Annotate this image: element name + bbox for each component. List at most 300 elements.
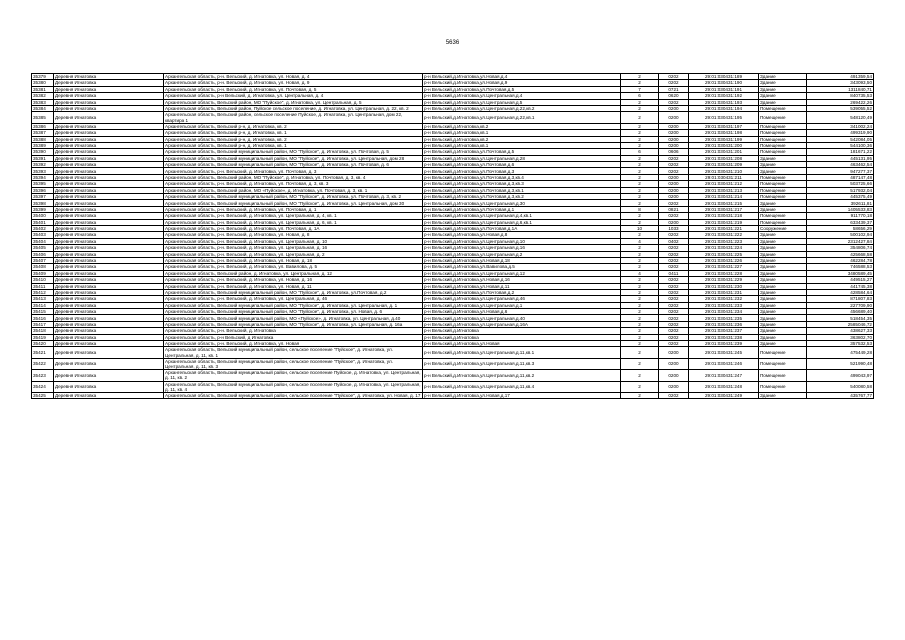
settlement-name-cell: Деревня Игнатовка xyxy=(54,149,164,155)
cadastral-value-cell: 871807,83 xyxy=(807,296,874,302)
short-address-cell: р-н Вельский,д.Игнатовка,ул.Вавилова,д.5 xyxy=(423,264,621,270)
full-address-cell: Архангельская область, Вельский муниципальный район, МО «Пуйское», д. Игнатовка, ул. Центральная, д.40 xyxy=(164,315,423,321)
group-code-cell: 6 xyxy=(621,149,659,155)
subgroup-code-cell: 0200 xyxy=(659,194,689,200)
cadastral-value-cell: 1405533,83 xyxy=(807,206,874,212)
short-address-cell: р-н Вельский,д.Игнатовка,ул.Центральная,д.16А xyxy=(423,321,621,327)
object-type-cell: Здание xyxy=(759,270,807,276)
short-address-cell: р-н Вельский,д.Игнатовка,кв.2 xyxy=(423,136,621,142)
full-address-cell: Архангельская область, р-н. Вельский, д. Игнатовка, ул. Вавилова, д. 5 xyxy=(164,264,423,270)
settlement-name-cell: Деревня Игнатовка xyxy=(54,334,164,340)
cadastral-value-cell: 463462,54 xyxy=(807,162,874,168)
row-number-cell: 35422 xyxy=(32,358,54,369)
object-type-cell: Здание xyxy=(759,296,807,302)
cadastral-number-cell: 29:01:030431:230 xyxy=(689,283,759,289)
cadastral-value-cell: 425668,58 xyxy=(807,251,874,257)
settlement-name-cell: Деревня Игнатовка xyxy=(54,309,164,315)
object-type-cell: Помещение xyxy=(759,136,807,142)
row-number-cell: 35391 xyxy=(32,155,54,161)
page-number: 5636 xyxy=(445,40,460,46)
row-number-cell: 35382 xyxy=(32,93,54,99)
group-code-cell: 4 xyxy=(621,238,659,244)
cadastral-number-cell: 29:01:030431:218 xyxy=(689,213,759,219)
full-address-cell: Архангельская область, Вельский район, МО "Пуйское", д. Игнатовка, ул. Почтовая, д. 3, кв. 4 xyxy=(164,174,423,180)
cadastral-number-cell: 29:01:030431:222 xyxy=(689,232,759,238)
cadastral-number-cell: 29:01:030431:224 xyxy=(689,245,759,251)
object-type-cell: Помещение xyxy=(759,370,807,381)
subgroup-code-cell: 0200 xyxy=(659,347,689,358)
settlement-name-cell: Деревня Игнатовка xyxy=(54,200,164,206)
cadastral-value-cell: 2312427,84 xyxy=(807,238,874,244)
settlement-name-cell: Деревня Игнатовка xyxy=(54,341,164,347)
object-type-cell: Здание xyxy=(759,264,807,270)
object-type-cell: Здание xyxy=(759,315,807,321)
cadastral-value-cell: 840735,53 xyxy=(807,93,874,99)
cadastral-value-cell: 517932,04 xyxy=(807,187,874,193)
short-address-cell: р-н Вельский,д.Игнатовка,ул.Новая,д.6 xyxy=(423,309,621,315)
cadastral-number-cell: 29:01:030431:247 xyxy=(689,370,759,381)
object-type-cell: Здание xyxy=(759,232,807,238)
settlement-name-cell: Деревня Игнатовка xyxy=(54,105,164,111)
subgroup-code-cell: 0202 xyxy=(659,328,689,334)
subgroup-code-cell: 0721 xyxy=(659,86,689,92)
group-code-cell: 2 xyxy=(621,341,659,347)
row-number-cell: 35420 xyxy=(32,341,54,347)
group-code-cell: 2 xyxy=(621,105,659,111)
group-code-cell: 2 xyxy=(621,264,659,270)
subgroup-code-cell: 0202 xyxy=(659,296,689,302)
group-code-cell: 2 xyxy=(621,315,659,321)
row-number-cell: 35402 xyxy=(32,226,54,232)
group-code-cell: 2 xyxy=(621,257,659,263)
subgroup-code-cell: 0620 xyxy=(659,93,689,99)
short-address-cell: р-н Вельский,д.Игнатовка,ул.Новая,д.11 xyxy=(423,283,621,289)
subgroup-code-cell: 0402 xyxy=(659,238,689,244)
table-row xyxy=(32,112,874,123)
group-code-cell: 2 xyxy=(621,393,659,399)
row-number-cell: 35407 xyxy=(32,257,54,263)
full-address-cell: Архангельская область, р-н. Вельский, д. Игнатовка xyxy=(164,328,423,334)
subgroup-code-cell: 0202 xyxy=(659,168,689,174)
settlement-name-cell: Деревня Игнатовка xyxy=(54,206,164,212)
cadastral-value-cell: 911770,18 xyxy=(807,213,874,219)
row-number-cell: 35404 xyxy=(32,238,54,244)
cadastral-value-cell: 354806,74 xyxy=(807,245,874,251)
cadastral-value-cell: 392611,81 xyxy=(807,200,874,206)
cadastral-value-cell: 445131,95 xyxy=(807,155,874,161)
object-type-cell: Здание xyxy=(759,328,807,334)
cadastral-number-cell: 29:01:030431:232 xyxy=(689,296,759,302)
row-number-cell: 35414 xyxy=(32,302,54,308)
cadastral-value-cell: 521990,48 xyxy=(807,358,874,369)
group-code-cell: 2 xyxy=(621,289,659,295)
full-address-cell: Архангельская область, р-н. Вельский, д. Игнатовка, ул. Новая, д. 11 xyxy=(164,283,423,289)
subgroup-code-cell: 0202 xyxy=(659,162,689,168)
cadastral-value-cell: 487147,48 xyxy=(807,174,874,180)
object-type-cell: Помещение xyxy=(759,219,807,225)
row-number-cell: 35401 xyxy=(32,219,54,225)
short-address-cell: р-н Вельский,д.Игнатовка,ул.Центральная,д.16 xyxy=(423,245,621,251)
short-address-cell: р-н Вельский,д.Игнатовка,ул.Почтовая,д.3,кв.1 xyxy=(423,187,621,193)
group-code-cell: 2 xyxy=(621,251,659,257)
cadastral-value-cell: 3480589,45 xyxy=(807,270,874,276)
short-address-cell: р-н Вельский,д.Игнатовка,ул.Центральная,д.28 xyxy=(423,155,621,161)
cadastral-number-cell: 29:01:030431:225 xyxy=(689,251,759,257)
object-type-cell: Помещение xyxy=(759,149,807,155)
cadastral-number-cell: 29:01:030431:201 xyxy=(689,149,759,155)
row-number-cell: 35394 xyxy=(32,174,54,180)
group-code-cell: 2 xyxy=(621,370,659,381)
group-code-cell: 2 xyxy=(621,358,659,369)
cadastral-value-cell: 435767,77 xyxy=(807,393,874,399)
group-code-cell: 2 xyxy=(621,194,659,200)
cadastral-number-cell: 29:01:030431:210 xyxy=(689,168,759,174)
row-number-cell: 35413 xyxy=(32,296,54,302)
object-type-cell: Сооружение xyxy=(759,226,807,232)
table-row xyxy=(32,393,874,399)
cadastral-value-cell: 518454,35 xyxy=(807,315,874,321)
row-number-cell: 35390 xyxy=(32,149,54,155)
cadastral-number-cell: 29:01:030431:233 xyxy=(689,302,759,308)
cadastral-number-cell: 29:01:030431:214 xyxy=(689,194,759,200)
short-address-cell: р-н Вельский,д.Игнатовка xyxy=(423,328,621,334)
full-address-cell: Архангельская область, р-н. Вельский, д. Игнатовка, ул. Новая, д. 4 xyxy=(164,74,423,80)
full-address-cell: Архангельская область, Вельский муниципальный район, МО "Пуйское", д. Игнатовка, ул. Почтовая, д. 3, кв. 2 xyxy=(164,194,423,200)
group-code-cell: 2 xyxy=(621,347,659,358)
cadastral-value-cell: 357532,53 xyxy=(807,341,874,347)
subgroup-code-cell: 0200 xyxy=(659,219,689,225)
subgroup-code-cell: 0202 xyxy=(659,393,689,399)
short-address-cell: р-н Вельский,д.Игнатовка,ул.Центральная,д.10 xyxy=(423,238,621,244)
row-number-cell: 35381 xyxy=(32,86,54,92)
subgroup-code-cell: 0202 xyxy=(659,80,689,86)
short-address-cell: р-н Вельский,д.Игнатовка,ул.Почтовая,д.1 xyxy=(423,206,621,212)
group-code-cell: 2 xyxy=(621,321,659,327)
cadastral-value-cell: 456689,40 xyxy=(807,309,874,315)
short-address-cell: р-н Вельский,д.Игнатовка,ул.Почтовая,д.3,кв.3 xyxy=(423,181,621,187)
cadastral-number-cell: 29:01:030431:209 xyxy=(689,162,759,168)
full-address-cell: Архангельская область, Вельский р-н, д. Игнатовка, кв. 1 xyxy=(164,142,423,148)
subgroup-code-cell: 0202 xyxy=(659,155,689,161)
subgroup-code-cell: 0202 xyxy=(659,334,689,340)
short-address-cell: р-н Вельский,д.Игнатовка,ул.Центральная,д.11,кв.2 xyxy=(423,370,621,381)
short-address-cell: р-н Вельский,д.Игнатовка,ул.Новая xyxy=(423,341,621,347)
full-address-cell: Архангельская область, р-н. Вельский, д. Игнатовка, ул. Новая, д. 16 xyxy=(164,277,423,283)
short-address-cell: р-н Вельский,д.Игнатовка,кв.1 xyxy=(423,130,621,136)
full-address-cell: Архангельская область, Вельский муниципальный район, МО "Пуйское", д. Игнатовка, ул. Центральная, д. 1 xyxy=(164,302,423,308)
settlement-name-cell: Деревня Игнатовка xyxy=(54,296,164,302)
row-number-cell: 35386 xyxy=(32,123,54,129)
short-address-cell: р-н Вельский,д.Игнатовка,ул.Новая,д.8 xyxy=(423,232,621,238)
settlement-name-cell: Деревня Игнатовка xyxy=(54,257,164,263)
row-number-cell: 35389 xyxy=(32,142,54,148)
full-address-cell: Архангельская область, Вельский муниципальный район, сельское поселение "Пуйское", д. Игнатовка, ул. Центральная, д. 11, кв. 1 xyxy=(164,347,423,358)
cadastral-value-cell: 539055,52 xyxy=(807,105,874,111)
subgroup-code-cell: 0202 xyxy=(659,99,689,105)
group-code-cell: 2 xyxy=(621,302,659,308)
subgroup-code-cell: 0202 xyxy=(659,341,689,347)
cadastral-value-cell: 633439,37 xyxy=(807,219,874,225)
row-number-cell: 35415 xyxy=(32,309,54,315)
full-address-cell: Архангельская область, р-н. Вельский, д. Игнатовка, ул. Почтовая, д. 3, кв. 3 xyxy=(164,181,423,187)
short-address-cell: р-н Вельский,д.Игнатовка,ул.Центральная,д.5 xyxy=(423,99,621,105)
settlement-name-cell: Деревня Игнатовка xyxy=(54,321,164,327)
settlement-name-cell: Деревня Игнатовка xyxy=(54,315,164,321)
group-code-cell: 6 xyxy=(621,93,659,99)
cadastral-value-cell: 475449,28 xyxy=(807,347,874,358)
subgroup-code-cell: 0200 xyxy=(659,370,689,381)
subgroup-code-cell: 0202 xyxy=(659,245,689,251)
settlement-name-cell: Деревня Игнатовка xyxy=(54,251,164,257)
cadastral-value-cell: 438627,33 xyxy=(807,328,874,334)
settlement-name-cell: Деревня Игнатовка xyxy=(54,238,164,244)
cadastral-number-cell: 29:01:030431:198 xyxy=(689,130,759,136)
group-code-cell: 2 xyxy=(621,381,659,392)
short-address-cell: р-н Вельский,д.Игнатовка,ул.Центральная,д.11,кв.3 xyxy=(423,358,621,369)
group-code-cell: 2 xyxy=(621,80,659,86)
cadastral-number-cell: 29:01:030431:235 xyxy=(689,315,759,321)
row-number-cell: 35417 xyxy=(32,321,54,327)
subgroup-code-cell: 0200 xyxy=(659,123,689,129)
cadastral-number-cell: 29:01:030431:189 xyxy=(689,74,759,80)
short-address-cell: р-н Вельский,д.Игнатовка,ул.Новая,д.16 xyxy=(423,277,621,283)
subgroup-code-cell: 0411 xyxy=(659,270,689,276)
subgroup-code-cell: 0821 xyxy=(659,206,689,212)
group-code-cell: 2 xyxy=(621,213,659,219)
full-address-cell: Архангельская область, Вельский район, сельское поселение Пуйское, д. Игнатовка, ул. Центральная, дом 22, квартира 1 xyxy=(164,112,423,123)
short-address-cell: р-н Вельский,д.Игнатовка,ул.Центральная,д.40 xyxy=(423,315,621,321)
cadastral-value-cell: 363802,70 xyxy=(807,334,874,340)
cadastral-value-cell: 548120,49 xyxy=(807,112,874,123)
cadastral-number-cell: 29:01:030431:191 xyxy=(689,86,759,92)
subgroup-code-cell: 0200 xyxy=(659,130,689,136)
cadastral-number-cell: 29:01:030431:227 xyxy=(689,264,759,270)
cadastral-number-cell: 29:01:030431:239 xyxy=(689,341,759,347)
settlement-name-cell: Деревня Игнатовка xyxy=(54,99,164,105)
cadastral-value-cell: 428584,64 xyxy=(807,289,874,295)
group-code-cell: 2 xyxy=(621,219,659,225)
settlement-name-cell: Деревня Игнатовка xyxy=(54,130,164,136)
cadastral-number-cell: 29:01:030431:208 xyxy=(689,155,759,161)
group-code-cell: 2 xyxy=(621,187,659,193)
row-number-cell: 35379 xyxy=(32,74,54,80)
subgroup-code-cell: 0202 xyxy=(659,309,689,315)
cadastral-number-cell: 29:01:030431:197 xyxy=(689,123,759,129)
settlement-name-cell: Деревня Игнатовка xyxy=(54,194,164,200)
settlement-name-cell: Деревня Игнатовка xyxy=(54,93,164,99)
group-code-cell: 2 xyxy=(621,296,659,302)
subgroup-code-cell: 0200 xyxy=(659,187,689,193)
row-number-cell: 35405 xyxy=(32,245,54,251)
row-number-cell: 35400 xyxy=(32,213,54,219)
cadastral-number-cell: 29:01:030431:237 xyxy=(689,328,759,334)
object-type-cell: Помещение xyxy=(759,347,807,358)
settlement-name-cell: Деревня Игнатовка xyxy=(54,289,164,295)
group-code-cell: 2 xyxy=(621,309,659,315)
object-type-cell: Здание xyxy=(759,206,807,212)
row-number-cell: 35411 xyxy=(32,283,54,289)
group-code-cell: 7 xyxy=(621,86,659,92)
row-number-cell: 35395 xyxy=(32,181,54,187)
table-row xyxy=(32,347,874,358)
row-number-cell: 35409 xyxy=(32,270,54,276)
subgroup-code-cell: 0200 xyxy=(659,105,689,111)
subgroup-code-cell: 0202 xyxy=(659,315,689,321)
object-type-cell: Здание xyxy=(759,334,807,340)
subgroup-code-cell: 0202 xyxy=(659,232,689,238)
subgroup-code-cell: 0200 xyxy=(659,381,689,392)
cadastral-number-cell: 29:01:030431:229 xyxy=(689,277,759,283)
subgroup-code-cell: 0200 xyxy=(659,358,689,369)
cadastral-number-cell: 29:01:030431:221 xyxy=(689,226,759,232)
object-type-cell: Помещение xyxy=(759,381,807,392)
row-number-cell: 35384 xyxy=(32,105,54,111)
short-address-cell: р-н Вельский,д.Игнатовка,ул.Центральная,д.46 xyxy=(423,296,621,302)
object-type-cell: Здание xyxy=(759,289,807,295)
full-address-cell: Архангельская область, р-н. Вельский, д. Игнатовка, ул. Новая, д. 9 xyxy=(164,80,423,86)
short-address-cell: р-н Вельский,д.Игнатовка,ул.Центральная,д.1 xyxy=(423,302,621,308)
settlement-name-cell: Деревня Игнатовка xyxy=(54,181,164,187)
full-address-cell: Архангельская область, р-н. Вельский, д. Игнатовка, ул. Центральная, д. 4, кв. 1 xyxy=(164,213,423,219)
subgroup-code-cell: 0200 xyxy=(659,112,689,123)
subgroup-code-cell: 0202 xyxy=(659,200,689,206)
short-address-cell: р-н Вельский,д.Игнатовка,ул.Центральная,д.12 xyxy=(423,270,621,276)
settlement-name-cell: Деревня Игнатовка xyxy=(54,283,164,289)
settlement-name-cell: Деревня Игнатовка xyxy=(54,277,164,283)
group-code-cell: 2 xyxy=(621,232,659,238)
settlement-name-cell: Деревня Игнатовка xyxy=(54,80,164,86)
group-code-cell: 2 xyxy=(621,130,659,136)
row-number-cell: 35424 xyxy=(32,381,54,392)
cadastral-number-cell: 29:01:030431:231 xyxy=(689,289,759,295)
full-address-cell: Архангельская область, р-н. Вельский, д. Игнатовка, ул. Центральная, д. 16 xyxy=(164,245,423,251)
row-number-cell: 35393 xyxy=(32,168,54,174)
object-type-cell: Здание xyxy=(759,74,807,80)
row-number-cell: 35392 xyxy=(32,162,54,168)
short-address-cell: р-н Вельский,д.Игнатовка,ул.Центральная,д.11,кв.4 xyxy=(423,381,621,392)
full-address-cell: Архангельская область, Вельский р-н, д. Игнатовка, кв. 1 xyxy=(164,130,423,136)
object-type-cell: Помещение xyxy=(759,112,807,123)
settlement-name-cell: Деревня Игнатовка xyxy=(54,174,164,180)
full-address-cell: Архангельская область, р-н. Вельский, д. Игнатовка, ул. Центральная, д. 2 xyxy=(164,251,423,257)
group-code-cell: 2 xyxy=(621,181,659,187)
row-number-cell: 35412 xyxy=(32,289,54,295)
full-address-cell: Архангельская область, р-н. Вельский, д. Игнатовка, ул. Почтовая, д. 5 xyxy=(164,86,423,92)
full-address-cell: Архангельская область, Вельский муниципальный район, сельское поселение "Пуйское", д. Игнатовка, ул. Новая, д. 17 xyxy=(164,393,423,399)
subgroup-code-cell: 0200 xyxy=(659,181,689,187)
object-type-cell: Здание xyxy=(759,393,807,399)
short-address-cell: р-н Вельский,д.Игнатовка,ул.Почтовая,д.3,кв.2 xyxy=(423,194,621,200)
group-code-cell: 8 xyxy=(621,206,659,212)
cadastral-value-cell: 503725,66 xyxy=(807,181,874,187)
subgroup-code-cell: 0202 xyxy=(659,289,689,295)
cadastral-value-cell: 542084,05 xyxy=(807,136,874,142)
cadastral-number-cell: 29:01:030431:193 xyxy=(689,99,759,105)
full-address-cell: Архангельская область, р-н. Вельский, д. Игнатовка, ул. Центральная, д. 10 xyxy=(164,238,423,244)
group-code-cell: 2 xyxy=(621,334,659,340)
short-address-cell: р-н Вельский,д.Игнатовка,ул.Почтовая,д.3,кв.4 xyxy=(423,174,621,180)
subgroup-code-cell: 0200 xyxy=(659,142,689,148)
settlement-name-cell: Деревня Игнатовка xyxy=(54,162,164,168)
row-number-cell: 35408 xyxy=(32,264,54,270)
cadastral-value-cell: 462284,78 xyxy=(807,257,874,263)
row-number-cell: 35421 xyxy=(32,347,54,358)
group-code-cell: 2 xyxy=(621,277,659,283)
full-address-cell: Архангельская область, Вельский муниципальный район, МО "Пуйское", д. Игнатовка, ул. Центральная, дом 30 xyxy=(164,200,423,206)
settlement-name-cell: Деревня Игнатовка xyxy=(54,328,164,334)
full-address-cell: Архангельская область, Вельский муниципальный район, МО "Пуйское", д. Игнатовка, ул. Центральная, д. 16а xyxy=(164,321,423,327)
group-code-cell: 2 xyxy=(621,200,659,206)
object-type-cell: Помещение xyxy=(759,181,807,187)
row-number-cell: 35380 xyxy=(32,80,54,86)
settlement-name-cell: Деревня Игнатовка xyxy=(54,245,164,251)
full-address-cell: Архангельская область, Вельский муниципальный район, сельское поселение Пуйское, д. Игнатовка, ул. Центральная, д. 11, кв. 4 xyxy=(165,381,421,392)
cadastral-value-cell: 341002,24 xyxy=(807,123,874,129)
short-address-cell: р-н Вельский,д.Игнатовка,ул.Почтовая,д.1А xyxy=(423,226,621,232)
settlement-name-cell: Деревня Игнатовка xyxy=(54,226,164,232)
cadastral-number-cell: 29:01:030431:217 xyxy=(689,206,759,212)
row-number-cell: 35383 xyxy=(32,99,54,105)
short-address-cell: р-н Вельский,д.Игнатовка,ул.Почтовая,д.5 xyxy=(423,149,621,155)
full-address-cell: Архангельская область, р-н Вельский, д Игнатовка xyxy=(164,334,423,340)
subgroup-code-cell: 0202 xyxy=(659,251,689,257)
subgroup-code-cell: 0202 xyxy=(659,74,689,80)
object-type-cell: Здание xyxy=(759,251,807,257)
full-address-cell: Архангельская область, Вельский район, Пуйское сельское поселение, д. Игнатовка, ул. Центральная, д. 22, кв. 2 xyxy=(164,105,423,111)
cadastral-number-cell: 29:01:030431:245 xyxy=(689,347,759,358)
full-address-cell: Архангельская область, р-н. Вельский, д. Игнатовка, ул. Новая, д. 8 xyxy=(164,232,423,238)
object-type-cell: Здание xyxy=(759,277,807,283)
group-code-cell: 2 xyxy=(621,168,659,174)
cadastral-value-cell: 449515,27 xyxy=(807,277,874,283)
cadastral-value-cell: 499043,97 xyxy=(807,370,874,381)
row-number-cell: 35410 xyxy=(32,277,54,283)
short-address-cell: р-н Вельский,д.Игнатовка,ул.Центральная,д.30 xyxy=(423,200,621,206)
full-address-cell: Архангельская область, Вельский район, д. Игнатовка, ул. Центральная, д. 12 xyxy=(164,270,423,276)
cadastral-value-cell: 540080,58 xyxy=(807,381,874,392)
cadastral-number-cell: 29:01:030431:234 xyxy=(689,309,759,315)
cadastral-number-cell: 29:01:030431:238 xyxy=(689,334,759,340)
group-code-cell: 10 xyxy=(621,226,659,232)
group-code-cell: 2 xyxy=(621,155,659,161)
short-address-cell: р-н Вельский,д.Игнатовка xyxy=(423,334,621,340)
row-number-cell: 35387 xyxy=(32,130,54,136)
row-number-cell: 35416 xyxy=(32,315,54,321)
settlement-name-cell: Деревня Игнатовка xyxy=(54,302,164,308)
row-number-cell: 35419 xyxy=(32,334,54,340)
object-type-cell: Здание xyxy=(759,283,807,289)
object-type-cell: Помещение xyxy=(759,174,807,180)
short-address-cell: р-н Вельский,д.Игнатовка,ул.Центральная,д.22,кв.2 xyxy=(423,105,621,111)
settlement-name-cell: Деревня Игнатовка xyxy=(54,168,164,174)
subgroup-code-cell: 0200 xyxy=(659,136,689,142)
object-type-cell: Здание xyxy=(759,93,807,99)
object-type-cell: Здание xyxy=(759,257,807,263)
cadastral-number-cell: 29:01:030431:211 xyxy=(689,174,759,180)
cadastral-number-cell: 29:01:030431:212 xyxy=(689,181,759,187)
object-type-cell: Здание xyxy=(759,155,807,161)
object-type-cell: Здание xyxy=(759,321,807,327)
cadastral-value-cell: 746588,53 xyxy=(807,264,874,270)
object-type-cell: Здание xyxy=(759,302,807,308)
short-address-cell: р-н Вельский,д.Игнатовка,ул.Центральная,д.22,кв.1 xyxy=(423,112,621,123)
subgroup-code-cell: 0202 xyxy=(659,321,689,327)
group-code-cell: 2 xyxy=(621,74,659,80)
cadastral-number-cell: 29:01:030431:249 xyxy=(689,393,759,399)
object-type-cell: Помещение xyxy=(759,194,807,200)
row-number-cell: 35388 xyxy=(32,136,54,142)
cadastral-number-cell: 29:01:030431:219 xyxy=(689,219,759,225)
